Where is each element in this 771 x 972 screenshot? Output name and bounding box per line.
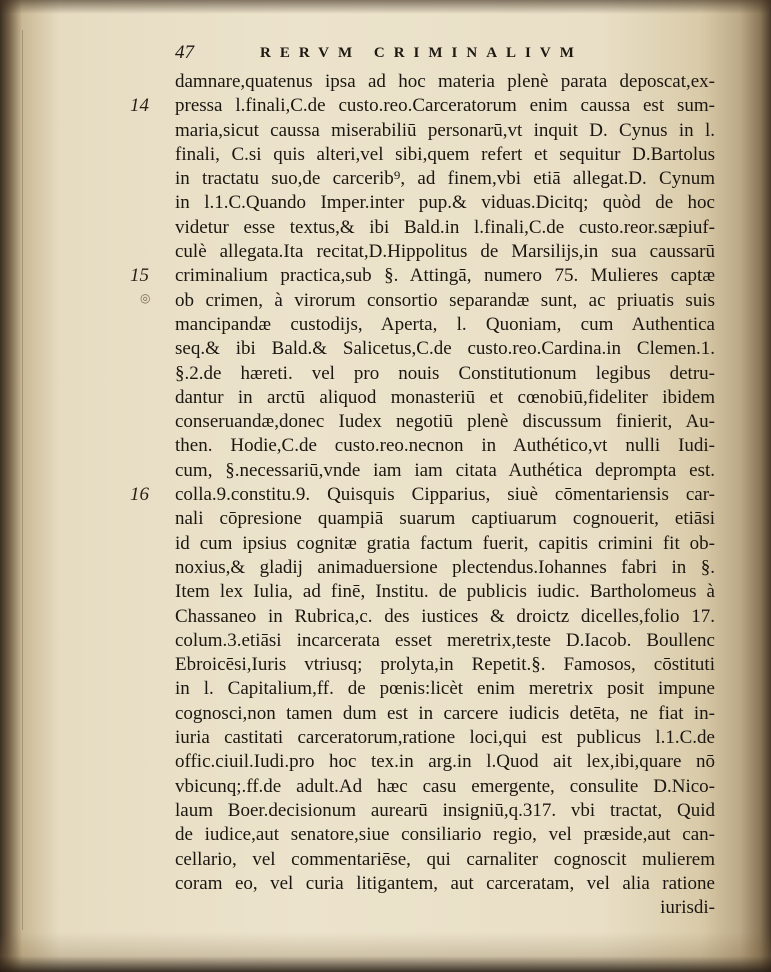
text-line: pressa l.finali,C.de custo.reo.Carceratorum enim caussa est sum-: [175, 95, 715, 117]
text-line: vbicunq;.ff.de adult.Ad hæc casu emergente, consulite D.Nico-: [175, 775, 715, 797]
text-line: cum, §.necessariū,vnde iam iam citata Authética deprompta est.: [175, 459, 715, 481]
margin-number: 16: [130, 484, 149, 505]
text-line: in l. Capitalium,ff. de pœnis:licèt enim meretrix posit impune: [175, 678, 715, 700]
text-line: nali cōpresione quampiā suarum captiuarum cognouerit, etiāsi: [175, 508, 715, 530]
main-text: [130, 70, 715, 920]
text-line: mancipandæ custodijs, Aperta, l. Quoniam, cum Authentica: [175, 313, 715, 335]
text-line: Ebroicēsi,Iuris vtriusq; prolyta,in Repetit.§. Famosos, cōstituti: [175, 654, 715, 676]
page-top-shadow: [0, 0, 771, 14]
text-line: seq.& ibi Bald.& Salicetus,C.de custo.reo.Cardina.in Clemen.1.: [175, 338, 715, 360]
page-bottom-shadow: [0, 932, 771, 972]
catchword-line: iurisdi-: [660, 897, 715, 919]
text-line: id cum ipsius cognitæ gratia factum fuerit, capitis crimini fit ob-: [175, 532, 715, 554]
text-line: maria,sicut caussa miserabiliū personarū,vt inquit D. Cynus in l.: [175, 119, 715, 141]
text-line: finali, C.si quis alteri,vel sibi,quem refert et sequitur D.Bartolus: [175, 143, 715, 165]
text-line: ob crimen, à virorum consortio separandæ sunt, ac priuatis suis: [175, 289, 715, 311]
text-line: videtur esse textus,& ibi Bald.in l.finali,C.de custo.reor.sæpiuf-: [175, 216, 715, 238]
text-line: iuria castitati carceratorum,ratione loci,qui est publicus l.1.C.de: [175, 727, 715, 749]
page-number: 47: [175, 42, 194, 63]
text-line: culè allegata.Ita recitat,D.Hippolitus de Marsilijs,in sua caussarū: [175, 241, 715, 263]
text-line: coram eo, vel curia litigantem, aut carceratam, vel alia ratione: [175, 872, 715, 894]
text-line: cellario, vel commentariēse, qui carnaliter cognoscit mulierem: [175, 848, 715, 870]
text-line: Chassaneo in Rubrica,c. des iustices & droictz dicelles,folio 17.: [175, 605, 715, 627]
text-line: Item lex Iulia, ad finē, Institu. de publicis iudic. Bartholomeus à: [175, 581, 715, 603]
text-line: cognosci,non tamen dum est in carcere iudicis detēta, ne fiat in-: [175, 702, 715, 724]
text-line: de iudice,aut senatore,siue consiliario regio, vel præside,aut can-: [175, 824, 715, 846]
gutter-line: [22, 30, 23, 930]
text-line: §.2.de hæreti. vel pro nouis Constitutionum legibus detru-: [175, 362, 715, 384]
text-line: criminalium practica,sub §. Attingā, numero 75. Mulieres captæ: [175, 265, 715, 287]
text-line: conseruandæ,donec Iudex negotiū plenè discussum finierit, Au-: [175, 411, 715, 433]
text-line: then. Hodie,C.de custo.reo.necnon in Authético,vt nulli Iudi-: [175, 435, 715, 457]
margin-number: 14: [130, 95, 149, 116]
text-line: noxius,& gladij animaduersione plectendus.Iohannes fabri in §.: [175, 556, 715, 578]
margin-number: 15: [130, 265, 149, 286]
text-line: colum.3.etiāsi incarcerata esset meretrix,teste D.Iacob. Boullenc: [175, 629, 715, 651]
text-line: damnare,quatenus ipsa ad hoc materia plenè parata deposcat,ex-: [175, 71, 715, 92]
running-title: RERVM CRIMINALIVM: [260, 45, 583, 61]
text-line: colla.9.constitu.9. Quisquis Cipparius, siuè cōmentariensis car-: [175, 484, 715, 506]
text-line: dantur in arctū aliquod monasteriū et cœnobiū,fideliter ibidem: [175, 386, 715, 408]
text-line: in l.1.C.Quando Imper.inter pup.& viduas.Dicitq; quòd de hoc: [175, 192, 715, 214]
page-header: [175, 42, 715, 68]
text-line: offic.ciuil.Iudi.pro hoc tex.in arg.in l.Quod ait lex,ibi,quare nō: [175, 751, 715, 773]
margin-mark: ◎: [140, 291, 151, 305]
text-line: in tractatu suo,de carcerib⁹, ad finem,vbi etiā allegat.D. Cynum: [175, 168, 715, 190]
text-line: laum Boer.decisionum aurearū insigniū,q.317. vbi tractat, Quid: [175, 799, 715, 821]
